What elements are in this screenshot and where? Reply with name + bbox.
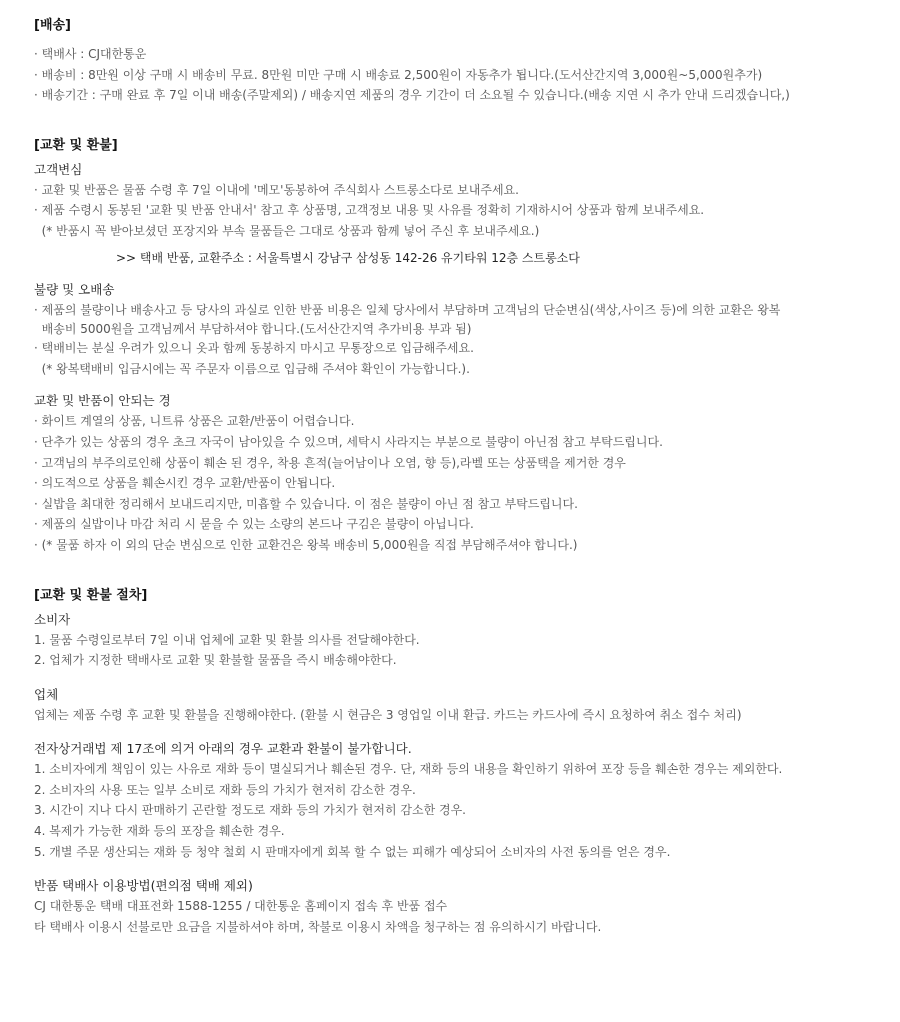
procedure-title: [교환 및 환불 절차]: [34, 587, 148, 603]
not-allowed-line: · 화이트 계열의 상품, 니트류 상품은 교환/반품이 어렵습니다.: [34, 414, 355, 429]
change-of-mind-line: · 교환 및 반품은 물품 수령 후 7일 이내에 '메모'동봉하여 주식회사 스트롱소다로 보내주세요.: [34, 182, 519, 197]
consumer-line: 2. 업체가 지정한 택배사로 교환 및 환불할 물품을 즉시 배송해야한다.: [34, 653, 397, 668]
not-allowed-line: · 고객님의 부주의로인해 상품이 훼손 된 경우, 착용 흔적(늘어남이나 오염, 향 등),라벨 또는 상품택을 제거한 경우: [34, 455, 626, 470]
defect-line: · 택배비는 분실 우려가 있으니 옷과 함께 동봉하지 마시고 무통장으로 입금해주세요.: [34, 341, 474, 356]
delivery-line: · 배송기간 : 구매 완료 후 7일 이내 배송(주말제외) / 배송지연 제품의 경우 기간이 더 소요될 수 있습니다.(배송 지연 시 추가 안내 드리겠습니다,): [34, 88, 790, 103]
company-title: 업체: [34, 686, 59, 702]
not-allowed-line: · 단추가 있는 상품의 경우 초크 자국이 남아있을 수 있으며, 세탁시 사라지는 부분으로 불량이 아닌점 참고 부탁드립니다.: [34, 434, 663, 449]
change-of-mind-line: (* 반품시 꼭 받아보셨던 포장지와 부속 물품들은 그대로 상품과 함께 넣어 주신 후 보내주세요.): [34, 223, 540, 238]
law-line: 1. 소비자에게 책임이 있는 사유로 재화 등이 멸실되거나 훼손된 경우. 단, 재화 등의 내용을 확인하기 위하여 포장 등을 훼손한 경우는 제외한다.: [34, 762, 783, 777]
not-allowed-title: 교환 및 반품이 안되는 경: [34, 393, 171, 409]
defect-line: (* 왕복택배비 입금시에는 꼭 주문자 이름으로 입금해 주셔야 확인이 가능합니다.).: [34, 361, 470, 376]
law-title: 전자상거래법 제 17조에 의거 아래의 경우 교환과 환불이 불가합니다.: [34, 741, 412, 757]
consumer-title: 소비자: [34, 611, 71, 627]
law-line: 4. 복제가 가능한 재화 등의 포장을 훼손한 경우.: [34, 824, 285, 839]
exchange-title: [교환 및 환불]: [34, 137, 118, 153]
law-line: 2. 소비자의 사용 또는 일부 소비로 재화 등의 가치가 현저히 감소한 경우.: [34, 782, 416, 797]
defect-line: · 제품의 불량이나 배송사고 등 당사의 과실로 인한 반품 비용은 일체 당사에서 부담하며 고객님의 단순변심(색상,사이즈 등)에 의한 교환은 왕복: [34, 302, 781, 317]
defect-line: 배송비 5000원을 고객님께서 부담하셔야 합니다.(도서산간지역 추가비용 부과 됨): [34, 322, 472, 337]
not-allowed-line: · 제품의 실밥이나 마감 처리 시 묻을 수 있는 소량의 본드나 구김은 불량이 아닙니다.: [34, 517, 474, 532]
delivery-line: · 택배사 : CJ대한통운: [34, 47, 147, 61]
consumer-line: 1. 물품 수령일로부터 7일 이내 업체에 교환 및 환불 의사를 전달해야한다.: [34, 632, 420, 647]
change-of-mind-title: 고객변심: [34, 161, 83, 177]
defect-title: 불량 및 오배송: [34, 281, 115, 297]
delivery-title: [배송]: [34, 18, 71, 33]
change-of-mind-line: · 제품 수령시 동봉된 '교환 및 반품 안내서' 참고 후 상품명, 고객정보 내용 및 사유를 정확히 기재하시어 상품과 함께 보내주세요.: [34, 203, 705, 218]
return-courier-title: 반품 택배사 이용방법(편의점 택배 제외): [34, 878, 253, 894]
law-line: 3. 시간이 지나 다시 판매하기 곤란할 정도로 재화 등의 가치가 현저히 감소한 경우.: [34, 803, 466, 818]
not-allowed-line: · 의도적으로 상품을 훼손시킨 경우 교환/반품이 안됩니다.: [34, 476, 336, 491]
policy-document: [34, 16, 884, 937]
company-line: 업체는 제품 수령 후 교환 및 환불을 진행해야한다. (환불 시 현금은 3 영업일 이내 환급. 카드는 카드사에 즉시 요청하여 취소 접수 처리): [34, 707, 742, 722]
return-courier-line: CJ 대한통운 택배 대표전화 1588-1255 / 대한통운 홈페이지 접속 후 반품 접수: [34, 899, 448, 914]
return-courier-line: 타 택배사 이용시 선불로만 요금을 지불하셔야 하며, 착불로 이용시 차액을 청구하는 점 유의하시기 바랍니다.: [34, 919, 602, 934]
delivery-line: · 배송비 : 8만원 이상 구매 시 배송비 무료. 8만원 미만 구매 시 배송료 2,500원이 자동추가 됩니다.(도서산간지역 3,000원~5,000원추가): [34, 67, 763, 82]
delivery-section: [34, 16, 884, 106]
procedure-section: [34, 586, 884, 938]
not-allowed-line: · 실밥을 최대한 정리해서 보내드리지만, 미흡할 수 있습니다. 이 점은 불량이 아닌 점 참고 부탁드립니다.: [34, 496, 578, 511]
exchange-section: [34, 136, 884, 556]
law-line: 5. 개별 주문 생산되는 재화 등 청약 철회 시 판매자에게 회복 할 수 없는 피해가 예상되어 소비자의 사전 동의를 얻은 경우.: [34, 844, 671, 859]
return-address: >> 택배 반품, 교환주소 : 서울특별시 강남구 삼성동 142-26 유기타워 12층 스트롱소다: [116, 250, 580, 265]
not-allowed-line: · (* 물품 하자 이 외의 단순 변심으로 인한 교환건은 왕복 배송비 5,000원을 직접 부담해주셔야 합니다.): [34, 537, 578, 552]
